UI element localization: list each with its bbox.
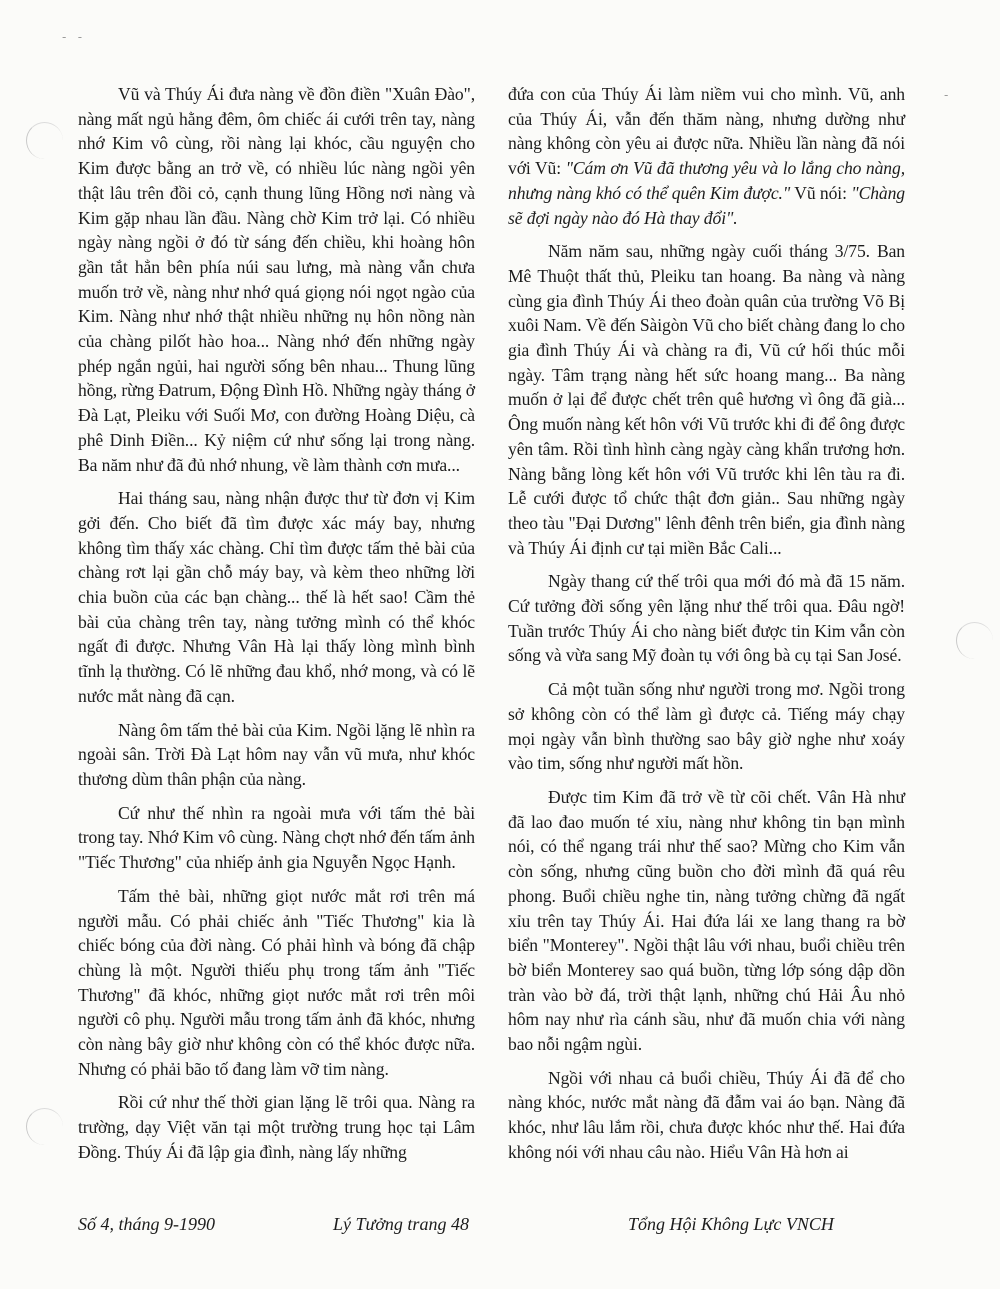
quote-text: "Cám ơn Vũ đã thương yêu và lo lắng cho nàng, nhưng nàng khó có thể quên Kim được." [508, 158, 906, 203]
punch-hole [26, 1108, 63, 1145]
paragraph-text: đứa con của Thúy Ái làm niềm vui cho mình. Vũ, anh của Thúy Ái, vẫn đến thăm nàng, nhưng dường như nàng không còn yêu ai được nữa. Nhiều lần nàng đã nói với Vũ: [508, 84, 905, 179]
punch-hole [26, 122, 63, 159]
paragraph: Vũ và Thúy Ái đưa nàng về đồn điền "Xuân Đào", nàng mất ngủ hằng đêm, ôm chiếc ái cưới trên tay, nàng nhớ Kim vô cùng, rồi nàng lại khóc, cầu nguyện cho Kim được bằng an trở về, có nhiều lúc nàng ngồi yên thật lâu trên đồi cỏ, cạnh thung lũng Hồng nơi nàng và Kim gặp nhau lần đầu. Nàng chờ Kim trở lại. Có nhiều ngày nàng ngồi ở đó từ sáng đến chiều, khi hoàng hôn gần tắt hẳn bên phía núi sau lưng, mà nàng vẫn chưa muốn trở về, nàng như nhớ quá giọng nói ngọt ngào của Kim. Nàng như nhớ thật nhiều những nụ hôn nồng nàn của chàng pilốt hào hoa... Nàng nhớ đến những ngày phép ngắn ngủi, hai người sống bên nhau... Thung lũng hồng, rừng Đatrum, Động Đình Hồ. Những ngày tháng ở Đà Lạt, Pleiku với Suối Mơ, con đường Hoàng Diệu, cà phê Dinh Điền... Kỷ niệm cứ như sống lại trong nàng. Ba năm như đã đủ nhớ nhung, về làm thành cơn mưa... [78, 84, 475, 475]
paragraph-text: Vũ nói: [790, 182, 852, 203]
paragraph: Ngày thang cứ thế trôi qua mới đó mà đã 15 năm. Cứ tưởng đời sống yên lặng như thế trôi qua. Đâu ngờ! Tuần trước Thúy Ái cho nàng biết được tin Kim vẫn còn sống và vừa sang Mỹ đoàn tụ với ông bà cụ tại San José. [508, 571, 905, 666]
paragraph: Cả một tuần sống như người trong mơ. Ngồi trong sở không còn có thể làm gì được cả. Tiếng máy chạy mọi ngày vẫn bình thường sao bây giờ nghe như xoáy vào tim, sống như người mất hồn. [508, 679, 905, 774]
right-column [508, 82, 905, 1174]
paragraph: Nàng ôm tấm thẻ bài của Kim. Ngồi lặng lẽ nhìn ra ngoài sân. Trời Đà Lạt hôm nay vẫn vũ mưa, như khóc thương dùm thân phận của nàng. [78, 719, 475, 789]
page-number-label: Lý Tưởng trang 48 [333, 1214, 469, 1234]
issue-label: Số 4, tháng 9-1990 [78, 1214, 215, 1234]
paragraph: Hai tháng sau, nàng nhận được thư từ đơn vị Kim gởi đến. Cho biết đã tìm được xác máy bay, nhưng không tìm thấy xác chàng. Chỉ tìm được tấm thẻ bài của chàng rơt lại gần chỗ máy bay, và kèm theo những lời chia buồn của các bạn chàng... thế là hết sao! Cầm thẻ bài của chàng trên tay, nàng tưởng mình có thể khóc ngất đi được. Nhưng Vân Hà lại thấy lòng mình bình tĩnh lạ thường. Có lẽ những đau khổ, nhớ mong, và có lẽ nước mắt nàng đã cạn. [78, 488, 475, 706]
left-column [78, 82, 475, 1174]
publisher-label: Tổng Hội Không Lực VNCH [628, 1214, 834, 1234]
paragraph: Rồi cứ như thế thời gian lặng lẽ trôi qua. Nàng ra trường, dạy Việt văn tại một trường trung học tại Lâm Đồng. Thúy Ái đã lập gia đình, nàng lấy những [78, 1092, 475, 1162]
scan-speck: - - [62, 30, 83, 44]
paragraph: Tấm thẻ bài, những giọt nước mắt rơi trên má người mẫu. Có phải chiếc ảnh "Tiếc Thương" kia là chiếc bóng của đời nàng. Có phải hình và bóng đã chập chùng là một. Người thiếu phụ trong tấm ảnh "Tiếc Thương" đã khóc, những giọt nước mắt rơi trên môi người cô phụ. Người mẫu trong tấm ảnh đã khóc, nhưng còn nàng bây giờ như không còn có thể khóc được nữa. Nhưng có phải bão tố đang làm vỡ tim nàng. [78, 885, 475, 1079]
paragraph: Được tim Kim đã trở về từ cõi chết. Vân Hà như đã lao đao muốn té xỉu, nàng như không tin bạn mình nói, có thể ngang trái như thế sao? Mừng cho Kim vẫn còn sống, nhưng cũng buồn cho đời mình đã quá rêu phong. Buổi chiều nghe tin, nàng tưởng chừng đã ngất xỉu trên tay Thúy Ái. Hai đứa lái xe lang thang ra bờ biển "Monterey". Ngồi thật lâu với nhau, buổi chiều trên bờ biển Monterey sao quá buồn, từng lớp sóng dập dồn tràn vào bờ đá, trời thật lạnh, những chú Hải Âu nhỏ hôm nay như rìa cánh sầu, như đã muốn chia với nàng bao nỗi ngậm ngùi. [508, 786, 905, 1055]
paragraph: Ngồi với nhau cả buổi chiều, Thúy Ái đã để cho nàng khóc, nước mắt nàng đã đẫm vai áo bạn. Nàng đã khóc, như lâu lắm rồi, chưa được khóc như thế. Hai đứa không nói với nhau câu nào. Hiểu Vân Hà hơn ai [508, 1067, 905, 1162]
paragraph-continued [508, 82, 905, 230]
page-footer [0, 1214, 1000, 1244]
paragraph: Cứ như thế nhìn ra ngoài mưa với tấm thẻ bài trong tay. Nhớ Kim vô cùng. Nàng chợt nhớ đến tấm ảnh "Tiếc Thương" của nhiếp ảnh gia Nguyễn Ngọc Hạnh. [78, 802, 475, 873]
punch-hole [956, 622, 993, 659]
paragraph: Năm năm sau, những ngày cuối tháng 3/75. Ban Mê Thuột thất thủ, Pleiku tan hoang. Ba nàng và nàng cùng gia đình Thúy Ái theo đoàn quân của trường Võ Bị xuôi Nam. Về đến Sàigòn Vũ cho biết chàng đang lo cho gia đình Thúy Ái và chàng ra đi, Vũ cứ hối thúc mỗi ngày. Tâm trạng nàng hết sức hoang mang... Ba nàng muốn ở lại để được chết trên quê hương vì ông đã già... Ông muốn nàng kết hôn với Vũ trước khi đi để ông được yên tâm. Rồi tình hình càng ngày càng khẩn trương hơn. Nàng bằng lòng kết hôn với Vũ trước khi lên tàu ra đi. Lễ cưới được tổ chức thật đơn giản.. Sau những ngày theo tàu "Đại Dương" lênh đênh trên biển, gia đình nàng và Thúy Ái định cư tại miền Bắc Cali... [508, 241, 905, 558]
quote-text: "Chàng sẽ đợi ngày nào đó Hà thay đổi". [508, 182, 905, 228]
scan-speck: - [944, 88, 949, 102]
